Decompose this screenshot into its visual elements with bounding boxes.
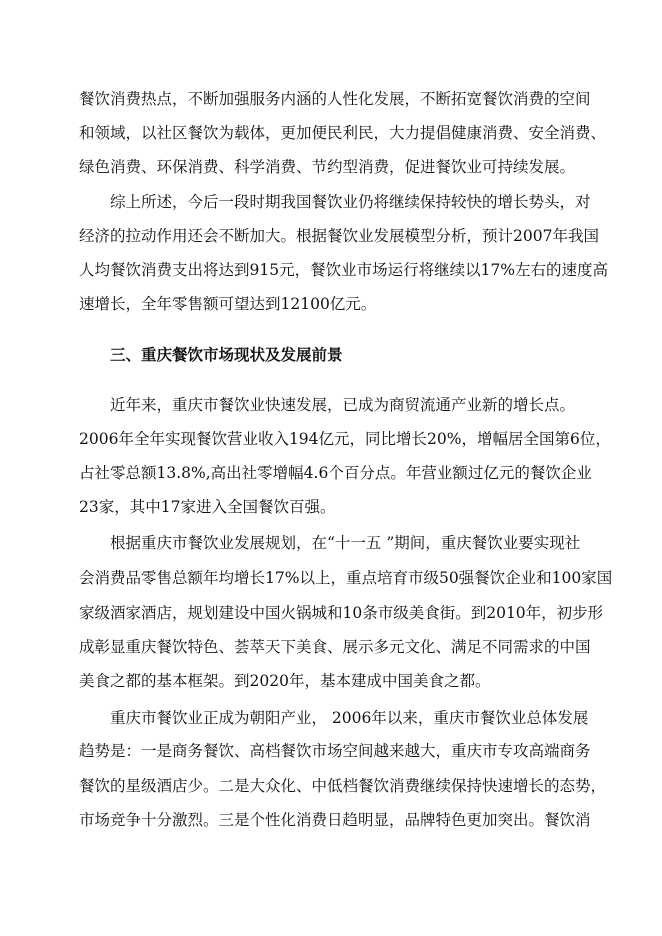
paragraph-line: 绿色消费、环保消费、科学消费、节约型消费，促进餐饮业可持续发展。 xyxy=(79,158,576,176)
paragraph-line: 占社零总额13.8%,高出社零增幅4.6个百分点。年营业额过亿元的餐饮企业 xyxy=(79,464,592,482)
paragraph-line: 餐饮的星级酒店少。二是大众化、中低档餐饮消费继续保持快速增长的态势， xyxy=(79,777,607,795)
paragraph-line: 家级酒家酒店，规划建设中国火锅城和10条市级美食街。到2010年，初步形 xyxy=(79,604,604,622)
paragraph-line: 和领域，以社区餐饮为载体，更加便民利民，大力提倡健康消费、安全消费、 xyxy=(79,124,607,142)
paragraph-line: 美食之都的基本框架。到2020年，基本建成中国美食之都。 xyxy=(79,672,491,690)
section-heading: 三、重庆餐饮市场现状及发展前景 xyxy=(110,346,343,364)
paragraph-line: 成彰显重庆餐饮特色、荟萃天下美食、展示多元文化、满足不同需求的中国 xyxy=(79,638,591,656)
paragraph-line: 近年来，重庆市餐饮业快速发展，已成为商贸流通产业新的增长点。 xyxy=(110,396,576,414)
paragraph-line: 会消费品零售总额年均增长17%以上，重点培育市级50强餐饮企业和100家国 xyxy=(79,569,613,587)
paragraph-line: 重庆市餐饮业正成为朝阳产业， 2006年以来，重庆市餐饮业总体发展 xyxy=(110,709,589,727)
paragraph-line: 人均餐饮消费支出将达到915元，餐饮业市场运行将继续以17%左右的速度高 xyxy=(79,261,609,279)
paragraph-line: 2006年全年实现餐饮营业收入194亿元，同比增长20%，增幅居全国第6位， xyxy=(79,430,611,448)
paragraph-line: 根据重庆市餐饮业发展规划，在“十一五 ”期间，重庆餐饮业要实现社 xyxy=(110,534,581,552)
paragraph-line: 综上所述，今后一段时期我国餐饮业仍将继续保持较快的增长势头，对 xyxy=(110,193,591,211)
paragraph-line: 市场竞争十分激烈。三是个性化消费日趋明显，品牌特色更加突出。餐饮消 xyxy=(79,811,591,829)
paragraph-line: 速增长，全年零售额可望达到12100亿元。 xyxy=(79,295,377,313)
paragraph-line: 餐饮消费热点，不断加强服务内涵的人性化发展，不断拓宽餐饮消费的空间 xyxy=(79,90,591,108)
paragraph-line: 经济的拉动作用还会不断加大。根据餐饮业发展模型分析，预计2007年我国 xyxy=(79,227,599,245)
paragraph-line: 趋势是：一是商务餐饮、高档餐饮市场空间越来越大，重庆市专攻高端商务 xyxy=(79,742,591,760)
paragraph-line: 23家，其中17家进入全国餐饮百强。 xyxy=(79,498,336,516)
